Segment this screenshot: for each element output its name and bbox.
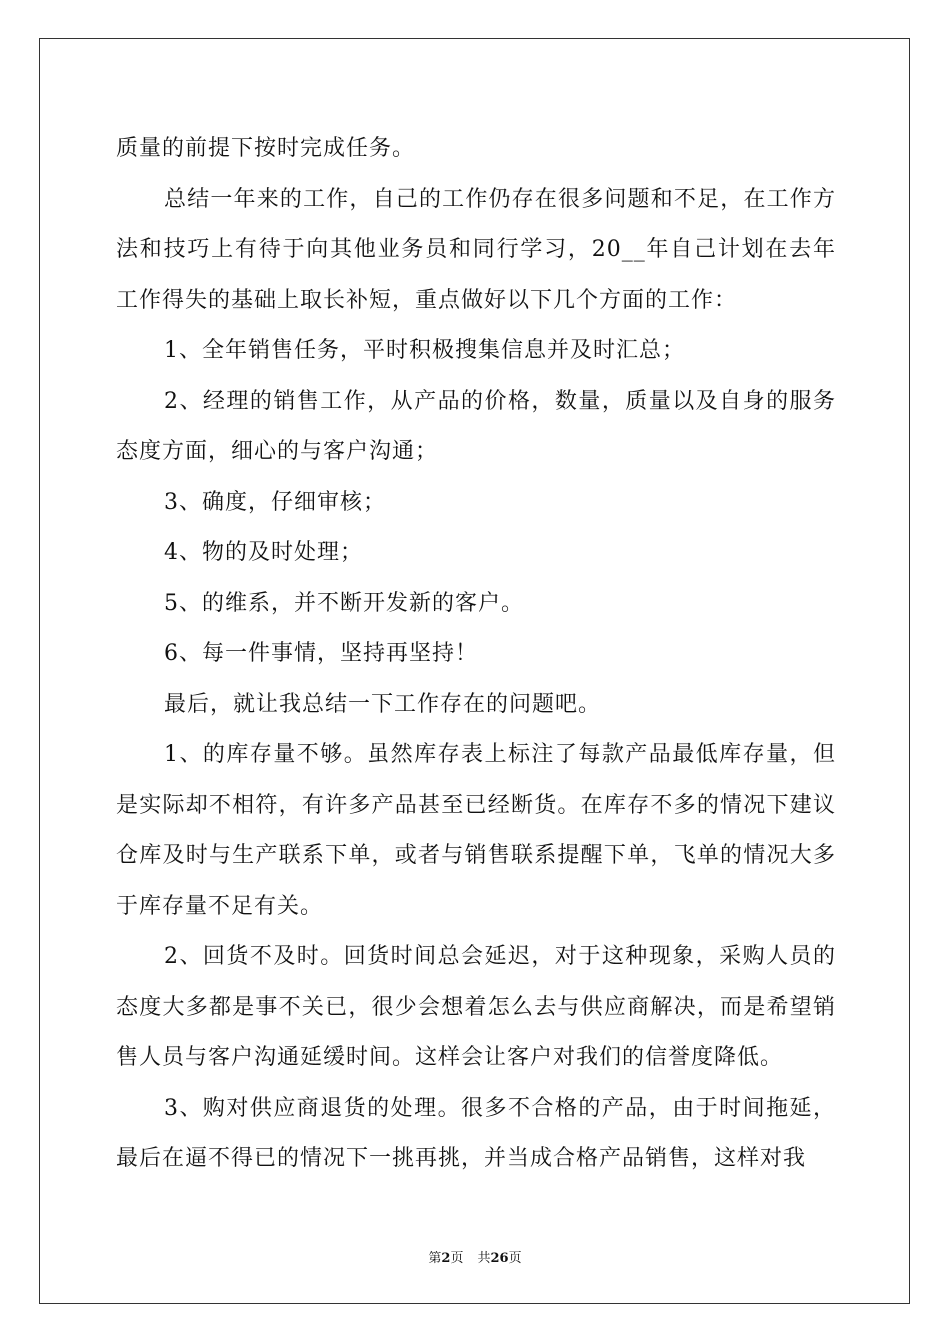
footer-total-prefix: 共: [477, 1251, 491, 1266]
document-body: [116, 124, 836, 1185]
paragraph-7: 5、的维系，并不断开发新的客户。: [164, 590, 524, 616]
paragraph-9: 最后，就让我总结一下工作存在的问题吧。: [164, 691, 602, 717]
page-footer: [0, 1247, 950, 1266]
footer-total-suffix: 页: [508, 1251, 522, 1266]
paragraph-8: 6、每一件事情，坚持再坚持！: [164, 641, 478, 666]
paragraph-6: 4、物的及时处理；: [164, 540, 363, 565]
paragraph-5: 3、确度，仔细审核；: [164, 489, 386, 515]
paragraph-1: 质量的前提下按时完成任务。: [116, 136, 416, 161]
footer-page-prefix: 第: [428, 1251, 442, 1266]
footer-page-suffix: 页: [450, 1251, 464, 1266]
footer-page-number: 2: [441, 1251, 451, 1266]
paragraph-3: 1、全年销售任务，平时积极搜集信息并及时汇总；: [164, 338, 685, 363]
paragraph-2: 总结一年来的工作，自己的工作仍存在很多问题和不足，在工作方法和技巧上有待于向其他业务员和同行学习，20__年自己计划在去年工作得失的基础上取长补短，重点做好以下几个方面的工作：: [116, 186, 836, 313]
paragraph-4: 2、经理的销售工作，从产品的价格，数量，质量以及自身的服务态度方面，细心的与客户沟通；: [116, 388, 836, 464]
paragraph-10: 1、的库存量不够。虽然库存表上标注了每款产品最低库存量，但是实际却不相符，有许多产品甚至已经断货。在库存不多的情况下建议仓库及时与生产联系下单，或者与销售联系提醒下单，飞单的情况大多于库存量不足有关。: [116, 742, 836, 919]
paragraph-12: 3、购对供应商退货的处理。很多不合格的产品，由于时间拖延，最后在逼不得已的情况下一挑再挑，并当成合格产品销售，这样对我: [116, 1095, 836, 1171]
footer-total-pages: 26: [490, 1251, 509, 1266]
paragraph-11: 2、回货不及时。回货时间总会延迟，对于这种现象，采购人员的态度大多都是事不关已，很少会想着怎么去与供应商解决，而是希望销售人员与客户沟通延缓时间。这样会让客户对我们的信誉度降低。: [116, 944, 836, 1070]
